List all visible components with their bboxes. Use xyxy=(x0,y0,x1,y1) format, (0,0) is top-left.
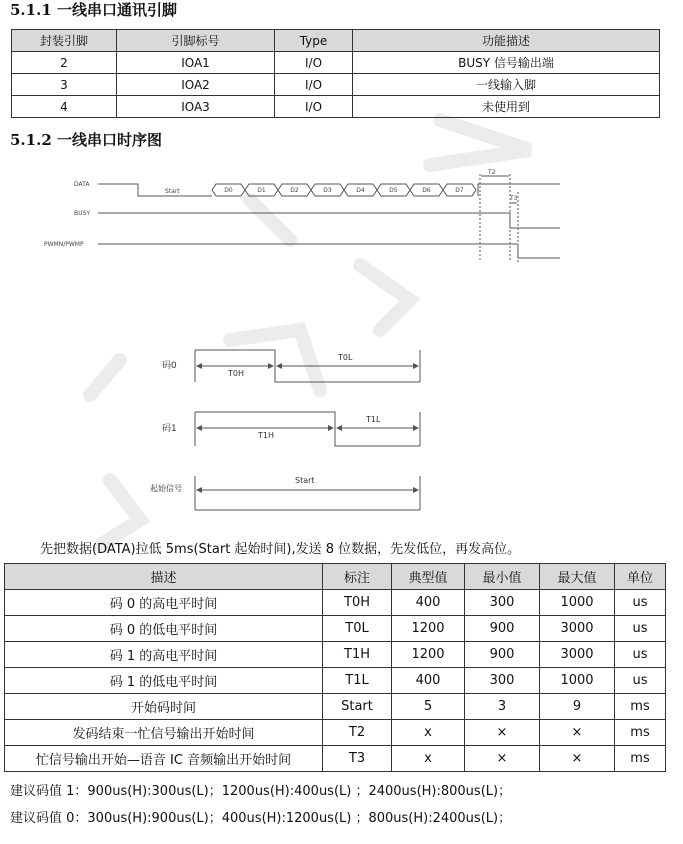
table-cell: x xyxy=(392,746,465,772)
section-heading-pins: 5.1.1 一线串口通讯引脚 xyxy=(10,1,177,19)
table-cell: T0H xyxy=(323,590,392,616)
table-row xyxy=(5,590,666,616)
header-cell: 描述 xyxy=(5,564,323,590)
table-cell: IOA1 xyxy=(117,52,275,74)
table-cell: 码 0 的低电平时间 xyxy=(5,616,323,642)
bit-label: D7 xyxy=(455,187,464,194)
header-cell: 单位 xyxy=(615,564,666,590)
table-row xyxy=(12,74,660,96)
bit-label: D5 xyxy=(389,187,398,194)
t1l-label: T1L xyxy=(366,415,381,424)
table-cell: us xyxy=(615,590,666,616)
signal-label-busy: BUSY xyxy=(74,210,90,217)
t0l-label: T0L xyxy=(338,353,353,362)
table-cell: us xyxy=(615,642,666,668)
code0-label: 码0 xyxy=(162,361,177,371)
header-cell: 封装引脚 xyxy=(12,30,117,52)
code-timing-diagram xyxy=(140,340,430,520)
table-cell: 3000 xyxy=(540,642,615,668)
table-cell: 400 xyxy=(392,668,465,694)
timing-diagram xyxy=(40,166,570,266)
start-name: Start xyxy=(295,476,315,485)
t0h-label: T0H xyxy=(228,369,244,378)
table-cell: 4 xyxy=(12,96,117,118)
suggestion-code0: 建议码值 0：300us(H):900us(L)；400us(H):1200us(L) ；800us(H):2400us(L)； xyxy=(10,811,512,826)
table-cell: Start xyxy=(323,694,392,720)
start-label: Start xyxy=(165,188,180,195)
marker-t2: T2 xyxy=(488,169,496,176)
table-cell: 1000 xyxy=(540,590,615,616)
table-row xyxy=(5,720,666,746)
param-table-header xyxy=(5,564,666,590)
table-cell: 900 xyxy=(465,616,540,642)
table-cell: 码 1 的高电平时间 xyxy=(5,642,323,668)
table-cell: ms xyxy=(615,694,666,720)
t1h-label: T1H xyxy=(258,431,274,440)
table-cell: T0L xyxy=(323,616,392,642)
description-text: 先把数据(DATA)拉低 5ms(Start 起始时间),发送 8 位数据，先发低位，再发高位。 xyxy=(40,542,521,557)
pin-table-header xyxy=(12,30,660,52)
table-cell: 9 xyxy=(540,694,615,720)
header-cell: Type xyxy=(275,30,353,52)
table-cell: ms xyxy=(615,720,666,746)
table-cell: 发码结束一忙信号输出开始时间 xyxy=(5,720,323,746)
table-cell: 1000 xyxy=(540,668,615,694)
table-cell: 码 0 的高电平时间 xyxy=(5,590,323,616)
table-cell: x xyxy=(392,720,465,746)
table-cell: ms xyxy=(615,746,666,772)
table-row xyxy=(5,616,666,642)
table-cell: us xyxy=(615,616,666,642)
table-cell: T1L xyxy=(323,668,392,694)
header-cell: 引脚标号 xyxy=(117,30,275,52)
param-table xyxy=(4,563,666,772)
header-cell: 最小值 xyxy=(465,564,540,590)
bit-label: D1 xyxy=(257,187,266,194)
table-cell: BUSY 信号输出端 xyxy=(353,52,660,74)
table-cell: 开始码时间 xyxy=(5,694,323,720)
table-cell: 忙信号输出开始—语音 IC 音频输出开始时间 xyxy=(5,746,323,772)
bit-label: D0 xyxy=(224,187,233,194)
header-cell: 最大值 xyxy=(540,564,615,590)
table-row xyxy=(5,746,666,772)
bit-label: D3 xyxy=(323,187,332,194)
signal-label-data: DATA xyxy=(74,181,90,188)
bit-label: D2 xyxy=(290,187,299,194)
table-cell: I/O xyxy=(275,52,353,74)
bit-label: D4 xyxy=(356,187,365,194)
table-cell: 3000 xyxy=(540,616,615,642)
table-cell: × xyxy=(540,746,615,772)
table-cell: 2 xyxy=(12,52,117,74)
table-cell: us xyxy=(615,668,666,694)
table-cell: 3 xyxy=(12,74,117,96)
table-row xyxy=(12,52,660,74)
table-cell: × xyxy=(465,746,540,772)
table-row xyxy=(5,668,666,694)
table-cell: IOA2 xyxy=(117,74,275,96)
table-cell: 900 xyxy=(465,642,540,668)
table-cell: 300 xyxy=(465,668,540,694)
table-cell: × xyxy=(465,720,540,746)
table-cell: 一线输入脚 xyxy=(353,74,660,96)
table-row xyxy=(12,96,660,118)
table-cell: IOA3 xyxy=(117,96,275,118)
suggestion-code1: 建议码值 1：900us(H):300us(L)；1200us(H):400us(L) ；2400us(H):800us(L)； xyxy=(10,784,512,799)
header-cell: 典型值 xyxy=(392,564,465,590)
table-cell: 300 xyxy=(465,590,540,616)
table-cell: 1200 xyxy=(392,642,465,668)
start-signal-label: 起始信号 xyxy=(150,484,182,493)
signal-label-pwm: PWMN/PWMP xyxy=(44,241,84,248)
table-cell: I/O xyxy=(275,74,353,96)
section-heading-timing: 5.1.2 一线串口时序图 xyxy=(10,131,162,149)
table-cell: × xyxy=(540,720,615,746)
table-row xyxy=(5,694,666,720)
table-cell: 400 xyxy=(392,590,465,616)
header-cell: 功能描述 xyxy=(353,30,660,52)
header-cell: 标注 xyxy=(323,564,392,590)
table-cell: T2 xyxy=(323,720,392,746)
table-cell: T1H xyxy=(323,642,392,668)
table-cell: T3 xyxy=(323,746,392,772)
table-cell: 3 xyxy=(465,694,540,720)
table-cell: 码 1 的低电平时间 xyxy=(5,668,323,694)
pin-table xyxy=(11,29,660,118)
bit-label: D6 xyxy=(422,187,431,194)
code1-label: 码1 xyxy=(162,424,177,434)
table-row xyxy=(5,642,666,668)
table-cell: 5 xyxy=(392,694,465,720)
table-cell: 未使用到 xyxy=(353,96,660,118)
table-cell: 1200 xyxy=(392,616,465,642)
table-cell: I/O xyxy=(275,96,353,118)
marker-t3: T3 xyxy=(510,195,518,202)
